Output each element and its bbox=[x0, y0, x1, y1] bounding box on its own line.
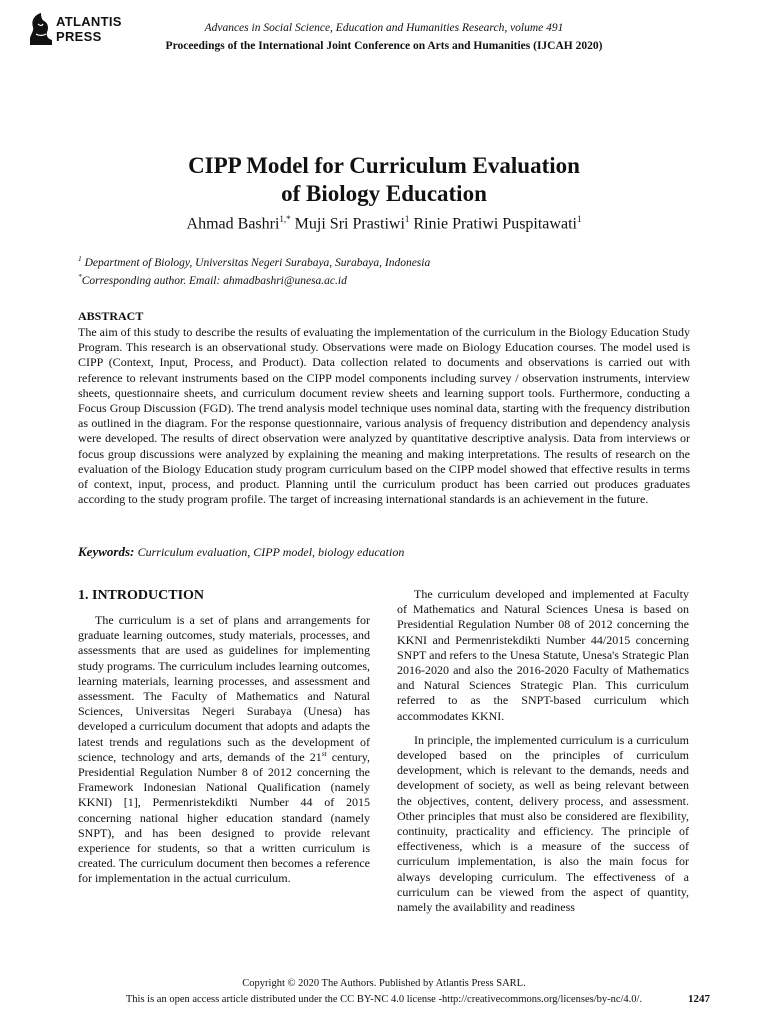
left-column bbox=[78, 613, 370, 896]
keywords bbox=[78, 544, 404, 560]
affil-mark: 1 bbox=[78, 254, 82, 263]
page-number: 1247 bbox=[688, 993, 710, 1005]
paper-title bbox=[0, 152, 768, 208]
affiliation-line bbox=[78, 252, 430, 270]
paragraph-text: century, Presidential Regulation Number 8 of 2012 concerning the Framework Indonesian National Qualification (namely KKNI) [1], Permenristekdikti Number 44 of 2015 concerning national higher education standard (namely SNPT), and has been designed to provide relevant experience for students, so that a written curriculum is created. The curriculum document then becomes a reference for implementation in the actual curriculum. bbox=[78, 749, 371, 886]
paragraph: The curriculum developed and implemented at Faculty of Mathematics and Natural Sciences Unesa is based on Presidential Regulation Number 08 of 2012 concerning the KKNI and Permenristekdikti Number 44/2015 concerning SNPT and refers to the Unesa Statute, Unesa's Strategic Plan 2016-2020 and also the 2016-2020 Faculty of Mathematics and Natural Sciences Strategic Plan. This curriculum referred to as the SNPT-based curriculum which accommodates KKNI. bbox=[397, 587, 689, 723]
paragraph bbox=[78, 613, 370, 887]
copyright-notice: Copyright © 2020 The Authors. Published by Atlantis Press SARL. bbox=[242, 978, 526, 989]
keywords-label: Keywords: bbox=[78, 544, 135, 559]
section-heading-introduction: 1. INTRODUCTION bbox=[78, 588, 205, 603]
affiliations bbox=[78, 252, 430, 288]
author-name: Rinie Pratiwi Puspitawati bbox=[413, 215, 577, 233]
author-list bbox=[0, 214, 768, 233]
right-column bbox=[397, 587, 689, 924]
title-line-2: of Biology Education bbox=[281, 181, 487, 206]
keywords-text: Curriculum evaluation, CIPP model, biology education bbox=[137, 545, 405, 559]
paragraph-text: The curriculum is a set of plans and arrangements for graduate learning outcomes, study materials, processes, and assessments that are used as guidelines for implementing study programs. The curriculum includes learning outcomes, learning materials, learning processes, and assessment and assessment. The Faculty of Mathematics and Natural Sciences, Universitas Negeri Surabaya (Unesa) has developed a curriculum document that adopts and adapts the latest trends and regulations such as the development of science, technology and arts, demands of the 21 bbox=[78, 613, 370, 764]
series-header: Advances in Social Science, Education and Humanities Research, volume 491 bbox=[204, 22, 564, 34]
affil-mark: * bbox=[78, 271, 82, 281]
abstract-body: The aim of this study to describe the results of evaluating the implementation of the curriculum in the Biology Education Study Program. This research is an observational study. Observations were made on Biology Education courses. The model used is CIPP (Context, Input, Process, and Product). Data collection related to documents and observations is carried out with reference to relevant instruments based on the CIPP model components including survey / observation instruments, interview sheets, questionnaire sheets, and curriculum document review sheets and learning support tools. Furthermore, conducting a Focus Group Discussion (FGD). The trend analysis model technique uses nominal data, starting with the frequency distribution as outlined in the diagram. For the response questionnaire, various analysis of frequency distribution and dependency analysis were developed. The results of direct observation were analyzed by quantitative descriptive analysis. Data from interviews or focus group discussions were analyzed by explaining the meaning and making interpretations. The results of research on the evaluation of the Biology Education study program curriculum based on the CIPP model showed that effective results in terms of context, input, process, and product. Planning until the curriculum product has been carried out produces graduates according to the study program profile. The target of increasing international standards is an achievement in the future. bbox=[78, 325, 690, 507]
affil-text: Corresponding author. Email: ahmadbashri@unesa.ac.id bbox=[81, 274, 347, 287]
license-notice: This is an open access article distributed under the CC BY-NC 4.0 license -http://creativecommons.org/licenses/by-nc/4.0/. bbox=[125, 994, 643, 1005]
paragraph: In principle, the implemented curriculum is a curriculum developed based on the principles of curriculum development, which is relevant to the demands, needs and development of society, as well as being relevant between the objectives, content, delivery process, and assessment. Other principles that must also be considered are flexibility, continuity, practicality and efficiency. The principle of effectiveness, which is a measure of the success of curriculum implementation, is also the main focus for always developing curriculum. The effectiveness of a curriculum can be viewed from the aspect of quantity, namely the availability and readiness bbox=[397, 732, 689, 915]
abstract-heading: ABSTRACT bbox=[78, 309, 144, 323]
author-affil-mark: 1 bbox=[404, 214, 410, 224]
author-name: Ahmad Bashri bbox=[186, 215, 280, 233]
author-affil-mark: 1 bbox=[576, 214, 582, 224]
logo-text-line1: ATLANTIS bbox=[56, 14, 122, 29]
corresponding-author-line bbox=[78, 270, 430, 288]
author-name: Muji Sri Prastiwi bbox=[294, 215, 405, 233]
author-affil-mark: 1,* bbox=[279, 214, 291, 224]
proceedings-header: Proceedings of the International Joint Conference on Arts and Humanities (IJCAH 2020) bbox=[165, 40, 603, 52]
ordinal-suffix: st bbox=[321, 748, 327, 758]
title-line-1: CIPP Model for Curriculum Evaluation bbox=[188, 153, 580, 178]
logo-text-line2: PRESS bbox=[56, 29, 102, 44]
affil-text: Department of Biology, Universitas Negeri Surabaya, Surabaya, Indonesia bbox=[84, 256, 431, 269]
